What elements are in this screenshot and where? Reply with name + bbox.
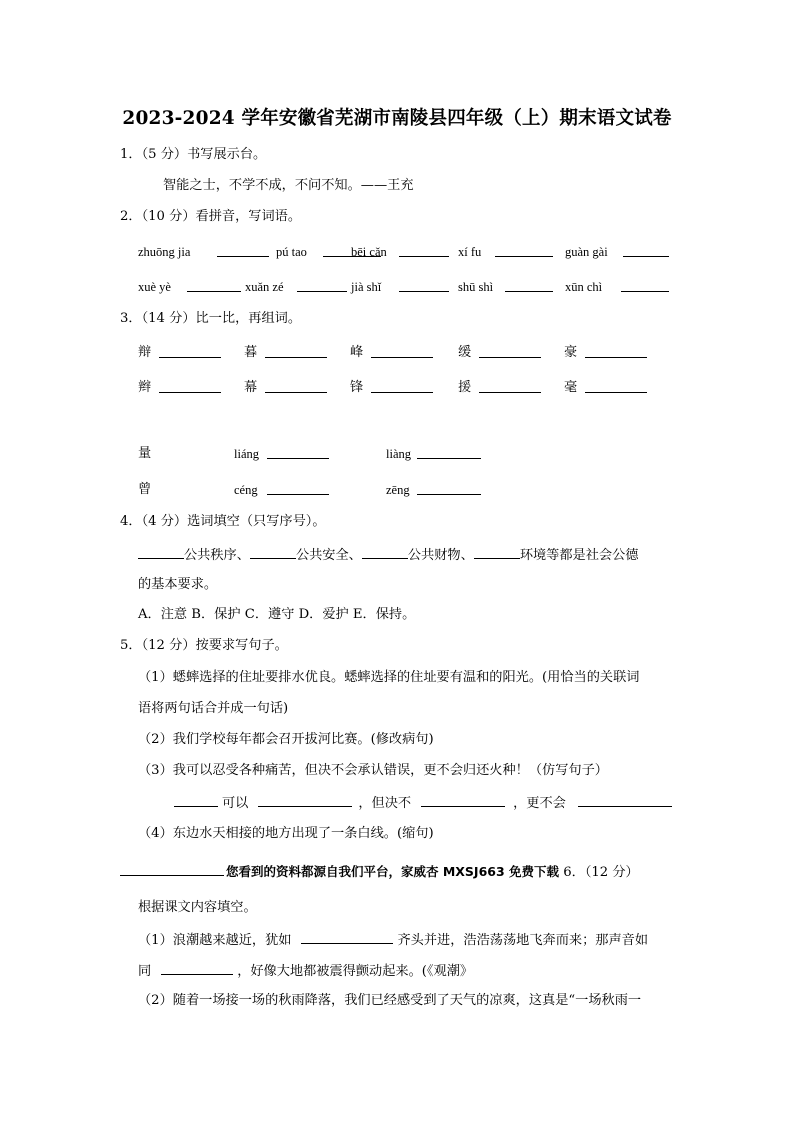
page-title: 2023-2024 学年安徽省芜湖市南陵县四年级（上）期末语文试卷 [122,108,672,129]
compare-char: 豪 [564,345,578,360]
question-6-item-1: （1）浪潮越来越近，犹如 齐头并进，浩浩荡荡地飞奔而来；那声音如 [138,930,648,950]
question-5-heading: 5．（12 分）按要求写句子。 [120,638,288,653]
compare-char: 锋 [350,380,364,395]
answer-blank[interactable] [267,481,329,495]
question-5-item-2: （2）我们学校每年都会召开拔河比赛。(修改病句) [138,732,434,747]
pinyin-item: pú tao [276,245,307,259]
pinyin-item: céng [234,483,258,497]
answer-blank[interactable] [474,545,520,559]
pinyin-item: jià shǐ [351,280,382,294]
answer-blank[interactable] [495,243,553,257]
question-5-item-1: （1）蟋蟀选择的住址要排水优良。蟋蟀选择的住址要有温和的阳光。(用恰当的关联词 [138,670,640,685]
answer-blank[interactable] [120,862,224,876]
answer-blank[interactable] [161,961,233,975]
question-4-line: 公共秩序、 公共安全、 公共财物、 环境等都是社会公德 [138,545,639,565]
answer-blank[interactable] [585,379,647,393]
pinyin-item: liàng [386,447,411,461]
compare-char: 缓 [458,345,472,360]
answer-blank[interactable] [265,379,327,393]
pinyin-item: guàn gài [565,245,608,259]
question-6-item-1-cont: 同 ，好像大地都被震得颤动起来。(《观潮》 [138,961,473,981]
answer-blank[interactable] [187,278,241,292]
question-5-item-1-cont: 语将两句话合并成一句话) [138,701,289,716]
question-1-quote: 智能之士，不学不成，不问不知。——王充 [163,178,414,193]
compare-char: 幕 [244,380,258,395]
compare-char: 暮 [244,345,258,360]
answer-blank[interactable] [159,344,221,358]
compare-char: 辩 [138,345,152,360]
question-3-heading: 3．（14 分）比一比，再组词。 [120,311,302,326]
question-5-item-3: （3）我可以忍受各种痛苦，但决不会承认错误，更不会归还火种！（仿写句子） [138,763,608,778]
answer-blank[interactable] [371,379,433,393]
answer-blank[interactable] [505,278,553,292]
question-4-heading: 4．（4 分）选词填空（只写序号）。 [120,514,326,529]
answer-blank[interactable] [258,793,352,807]
question-4-line-cont: 的基本要求。 [138,577,218,592]
answer-blank[interactable] [585,344,647,358]
answer-blank[interactable] [421,793,505,807]
question-4-options: A．注意 B．保护 C．遵守 D．爱护 E．保持。 [138,607,416,622]
answer-blank[interactable] [217,243,269,257]
compare-char: 峰 [350,345,364,360]
pinyin-item: xí fu [458,245,482,259]
answer-blank[interactable] [362,545,408,559]
answer-blank[interactable] [623,243,669,257]
answer-blank[interactable] [250,545,296,559]
answer-blank[interactable] [417,445,481,459]
watermark-line [120,862,639,882]
polyphone-char: 量 [138,446,152,461]
answer-blank[interactable] [479,344,541,358]
question-6-item-2: （2）随着一场接一场的秋雨降落，我们已经感受到了天气的凉爽，这真是“一场秋雨一 [138,993,642,1008]
answer-blank[interactable] [371,344,433,358]
question-5-item-4: （4）东边水天相接的地方出现了一条白线。(缩句) [138,826,434,841]
compare-char: 辫 [138,380,152,395]
answer-blank[interactable] [297,278,347,292]
pinyin-item: xuǎn zé [245,280,284,294]
question-1-heading: 1．（5 分）书写展示台。 [120,147,267,162]
question-6-sub: 根据课文内容填空。 [138,900,257,915]
pinyin-item: zēng [386,483,410,497]
pinyin-item: bēi cǎn [351,245,387,259]
question-6-heading: 6．（12 分） [559,865,639,880]
pinyin-item: liáng [234,447,259,461]
answer-blank[interactable] [138,545,184,559]
pinyin-item: shū shì [458,280,494,294]
watermark-text: 您看到的资料都源自我们平台，家威杏 MXSJ663 免费下载 [226,864,560,879]
answer-blank[interactable] [417,481,481,495]
answer-blank[interactable] [578,793,672,807]
pinyin-item: xuè yè [138,280,171,294]
answer-blank[interactable] [159,379,221,393]
compare-char: 毫 [564,380,578,395]
pinyin-item: xūn chì [565,280,603,294]
pinyin-item: zhuōng jia [138,245,191,259]
answer-blank[interactable] [399,278,449,292]
answer-blank[interactable] [399,243,449,257]
answer-blank[interactable] [621,278,669,292]
polyphone-char: 曾 [138,482,152,497]
question-5-item-3-template: 可以 ，但决不 ，更不会 [174,793,672,813]
question-2-heading: 2．（10 分）看拼音，写词语。 [120,209,302,224]
answer-blank[interactable] [301,930,393,944]
answer-blank[interactable] [267,445,329,459]
compare-char: 援 [458,380,472,395]
answer-blank[interactable] [479,379,541,393]
answer-blank[interactable] [174,793,218,807]
answer-blank[interactable] [265,344,327,358]
